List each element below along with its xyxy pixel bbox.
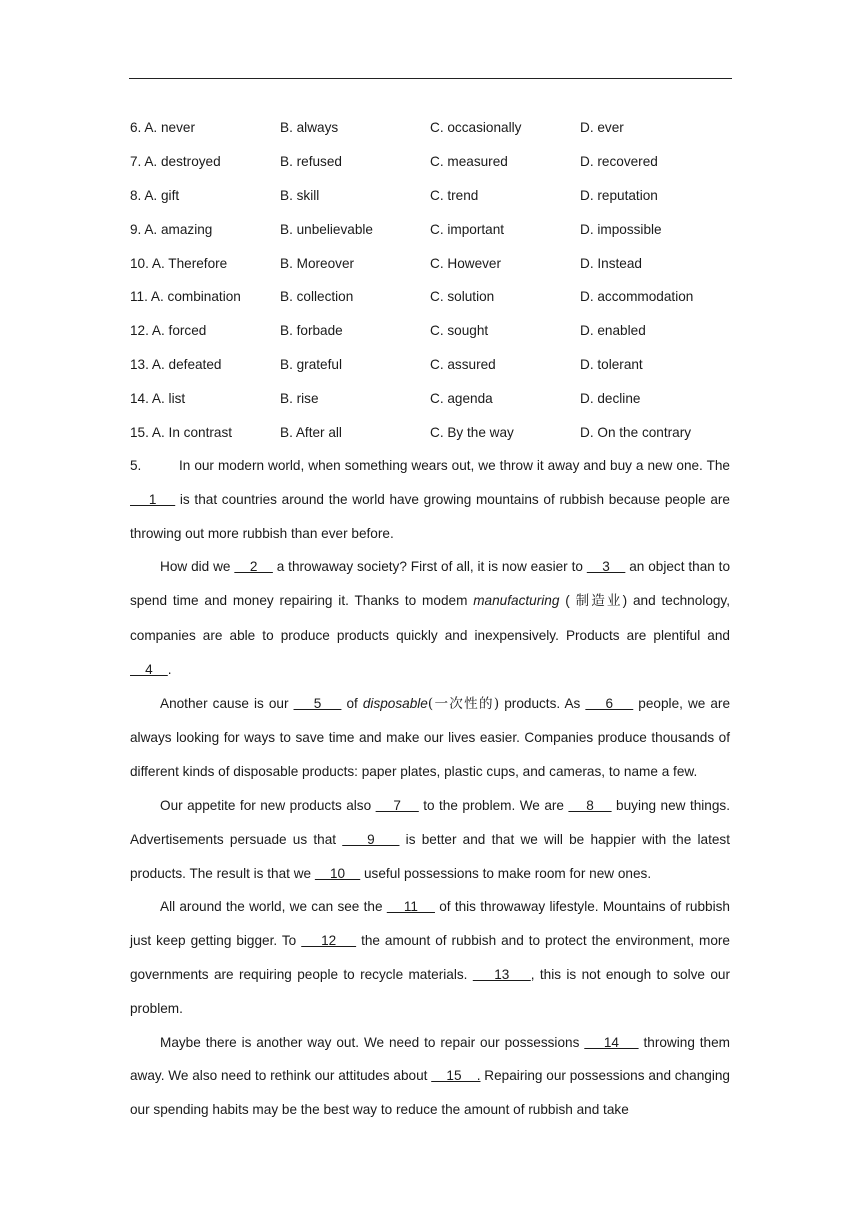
blank-1: 1 [130, 491, 176, 507]
option-row [130, 246, 732, 280]
option-c: C. assured [430, 356, 496, 372]
text: a throwaway society? First of all, it is now easier to [272, 559, 587, 575]
option-row [130, 145, 732, 179]
answer-options [130, 111, 732, 449]
option-b: B. rise [280, 390, 319, 406]
blank-13: 13 [472, 966, 531, 982]
blank-12: 12 [301, 933, 357, 949]
italic-term: manufacturing [473, 593, 560, 609]
option-c: C. occasionally [430, 120, 522, 136]
option-c: C. important [430, 221, 505, 237]
option-c: C. trend [430, 187, 479, 203]
option-a: 10. A. Therefore [130, 255, 228, 271]
text: Repairing our possessions and changing our spending habits may be the best way to reduce the amount of rubbish and take [130, 1068, 730, 1118]
text: . [167, 661, 172, 677]
blank-14: 14 [584, 1034, 639, 1050]
option-row [130, 212, 732, 246]
option-b: B. grateful [280, 356, 342, 372]
option-a: 7. A. destroyed [130, 154, 221, 170]
option-c: C. By the way [430, 424, 514, 440]
option-d: D. impossible [580, 221, 662, 237]
chinese-gloss: 制造业 [575, 593, 623, 610]
blank-2: 2 [234, 559, 273, 575]
option-d: D. decline [580, 390, 641, 406]
blank-9: 9 [342, 831, 400, 847]
option-d: D. ever [580, 120, 624, 136]
option-c: C. measured [430, 154, 508, 170]
option-b: B. always [280, 120, 339, 136]
text: ) and technology, companies are able to produce products quickly and inexpensively. Products are plentiful and [130, 593, 731, 643]
option-row [130, 280, 732, 314]
text: is better and that we will be happier with the latest products. The result is that we [130, 831, 730, 881]
option-b: B. skill [280, 187, 320, 203]
blank-7: 7 [375, 797, 419, 813]
header-rule [129, 78, 732, 79]
text: the amount of rubbish and to protect the environment, more governments are requiring people to recycle materials. [130, 933, 730, 982]
text: Our appetite for new products also [160, 797, 376, 813]
option-a: 14. A. list [130, 390, 186, 406]
text: products. As [499, 695, 586, 711]
paragraph-6 [130, 1026, 730, 1127]
option-a: 9. A. amazing [130, 221, 213, 237]
option-d: D. On the contrary [580, 424, 692, 440]
option-row [130, 179, 732, 213]
italic-term: disposable [362, 695, 428, 711]
text: All around the world, we can see the [160, 899, 387, 915]
blank-4: 4 [130, 661, 168, 677]
blank-10: 10 [314, 865, 361, 881]
option-c: C. solution [430, 289, 495, 305]
paragraph-3 [130, 687, 730, 789]
option-d: D. accommodation [580, 289, 694, 305]
option-d: D. enabled [580, 323, 646, 339]
text: useful possessions to make room for new ones. [360, 865, 652, 881]
option-b: B. Moreover [280, 255, 355, 271]
option-d: D. tolerant [580, 356, 643, 372]
blank-6: 6 [585, 695, 634, 711]
text: people, we are always looking for ways to save time and make our lives easier. Companies produce thousands of different kinds of disposable products: paper plates, plastic cups, and cameras, to name a few. [130, 695, 731, 780]
option-a: 6. A. never [130, 120, 195, 136]
text: to the problem. We are [418, 797, 569, 813]
option-a: 11. A. combination [130, 289, 241, 305]
blank-11: 11 [386, 899, 435, 915]
option-c: C. agenda [430, 390, 493, 406]
option-row [130, 111, 732, 145]
option-d: D. reputation [580, 187, 658, 203]
option-b: B. unbelievable [280, 221, 373, 237]
text: of this throwaway lifestyle. Mountains of rubbish just keep getting bigger. To [130, 899, 730, 949]
text: ( [559, 593, 576, 609]
blank-15: 15 . [431, 1068, 481, 1084]
text: Maybe there is another way out. We need to repair our possessions [160, 1034, 585, 1050]
option-a: 13. A. defeated [130, 356, 222, 372]
option-a: 12. A. forced [130, 323, 207, 339]
option-a: 8. A. gift [130, 187, 180, 203]
option-b: B. refused [280, 154, 342, 170]
text: Another cause is our [160, 695, 294, 711]
paragraph-5 [130, 890, 730, 1025]
option-d: D. recovered [580, 154, 658, 170]
text: throwing them away. We also need to rethink our attitudes about [130, 1034, 730, 1084]
blank-3: 3 [586, 559, 626, 575]
text: buying new things. Advertisements persuade us that [130, 797, 730, 847]
option-c: C. sought [430, 323, 489, 339]
paragraph-2 [130, 550, 730, 686]
text: , this is not enough to solve our problem. [130, 966, 730, 1016]
option-row [130, 314, 732, 348]
text: In our modern world, when something wears out, we throw it away and buy a new one. The [179, 458, 730, 473]
option-row [130, 348, 732, 382]
chinese-gloss: (一次性的) [427, 695, 500, 712]
text: an object than to spend time and money repairing it. Thanks to modem [130, 559, 731, 609]
text: of [341, 695, 363, 711]
text: is that countries around the world have growing mountains of rubbish because people are throwing out more rubbish than ever before. [130, 491, 730, 541]
cloze-passage [130, 449, 730, 1127]
question-number: 5. [130, 458, 142, 473]
option-row [130, 381, 732, 415]
option-b: B. After all [280, 424, 342, 440]
option-c: C. However [430, 255, 502, 271]
paragraph-1 [130, 449, 730, 550]
blank-8: 8 [568, 797, 612, 813]
option-b: B. forbade [280, 323, 343, 339]
paragraph-4 [130, 789, 730, 890]
blank-5: 5 [293, 695, 342, 711]
text: How did we [160, 559, 235, 575]
option-a: 15. A. In contrast [130, 424, 233, 440]
option-row [130, 415, 732, 449]
option-d: D. Instead [580, 255, 642, 271]
option-b: B. collection [280, 289, 354, 305]
